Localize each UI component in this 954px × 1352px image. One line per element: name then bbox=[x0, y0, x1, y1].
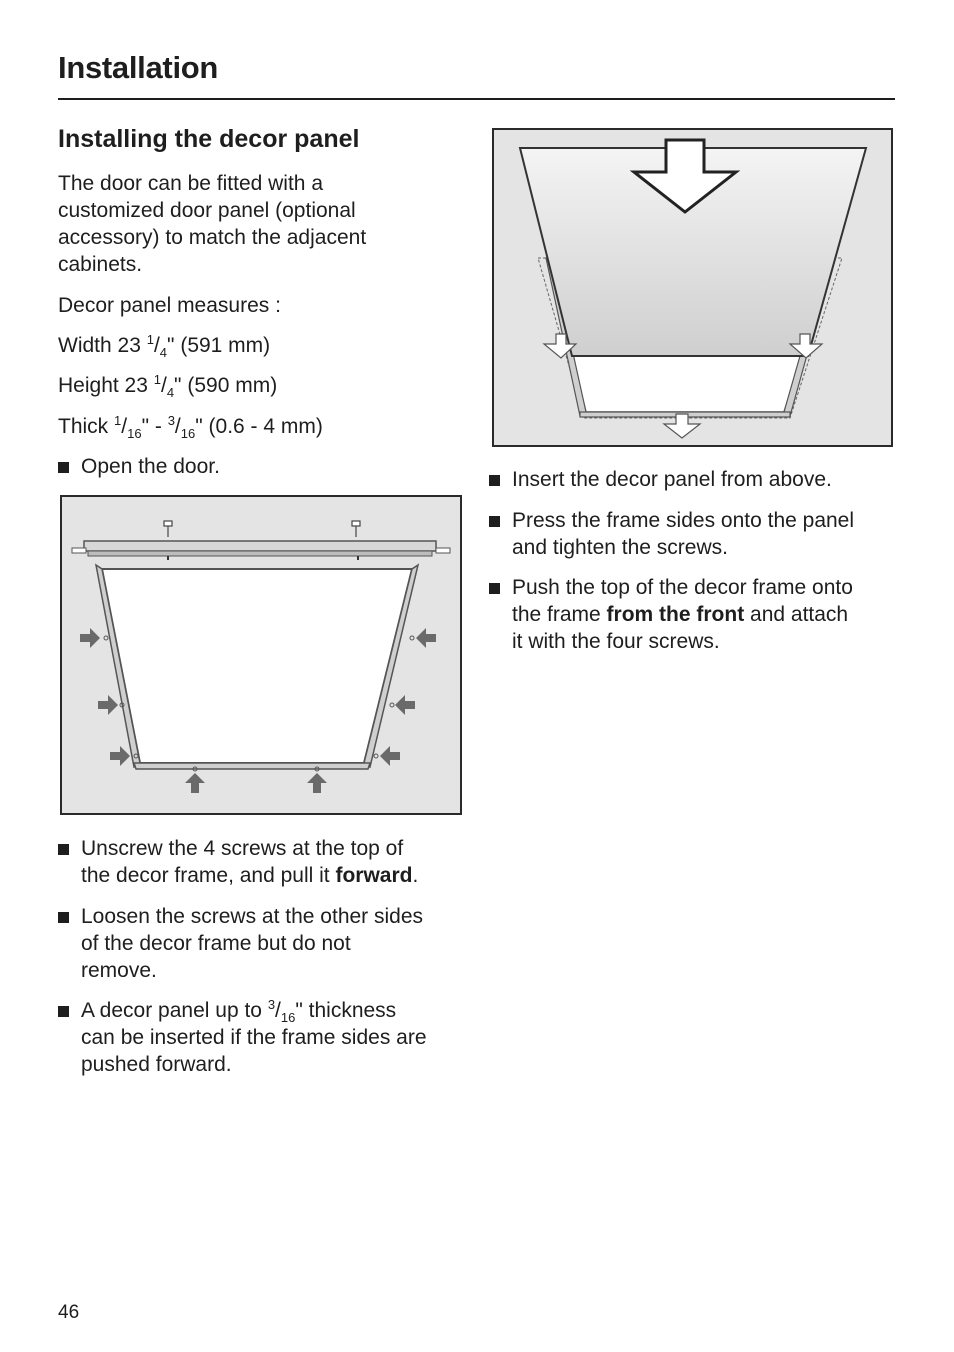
intro-line: customized door panel (optional bbox=[58, 199, 356, 222]
fraction-slash: / bbox=[121, 415, 128, 438]
fraction-numerator: 1 bbox=[146, 332, 154, 347]
fraction-numerator: 1 bbox=[114, 413, 122, 428]
intro-line: cabinets. bbox=[58, 253, 143, 276]
title-divider bbox=[58, 98, 895, 100]
measures-label: Decor panel measures : bbox=[58, 294, 281, 317]
step-line-text: . bbox=[412, 864, 419, 887]
fraction-denominator: 4 bbox=[166, 385, 175, 401]
step-insert bbox=[489, 466, 899, 496]
bullet-square bbox=[489, 516, 500, 527]
bullet-square bbox=[58, 462, 69, 473]
step-line-text: the decor frame, and pull it bbox=[81, 864, 336, 887]
step-line: pushed forward. bbox=[81, 1053, 232, 1076]
page-title: Installation bbox=[58, 50, 219, 85]
step-line-text: " thickness bbox=[295, 999, 397, 1022]
measure-thick bbox=[58, 413, 323, 440]
step-line bbox=[512, 601, 853, 628]
panel-opening bbox=[102, 569, 412, 763]
measure-height bbox=[58, 372, 277, 399]
measure-thick-prefix: Thick bbox=[58, 415, 115, 438]
fraction-denominator: 4 bbox=[159, 345, 168, 361]
step-line: can be inserted if the frame sides are bbox=[81, 1026, 427, 1049]
page-number: 46 bbox=[58, 1302, 80, 1323]
panel-opening bbox=[572, 356, 802, 412]
measure-width-suffix: " (591 mm) bbox=[167, 334, 271, 357]
step-push bbox=[489, 574, 909, 659]
figure-insert-panel bbox=[492, 128, 893, 447]
intro-line: accessory) to match the adjacent bbox=[58, 226, 367, 249]
step-line: of the decor frame but do not bbox=[81, 932, 351, 955]
step-line: and tighten the screws. bbox=[512, 536, 728, 559]
step-line: Unscrew the 4 screws at the top of bbox=[81, 837, 404, 860]
measure-thick-separator: " - bbox=[141, 415, 168, 438]
fraction-denominator: 16 bbox=[127, 426, 142, 442]
fraction-numerator: 3 bbox=[267, 997, 276, 1012]
top-frame-bar bbox=[84, 541, 436, 551]
step-unscrew bbox=[58, 835, 468, 895]
top-screw-right bbox=[352, 521, 360, 537]
figure-frame-screws bbox=[60, 495, 462, 815]
step-text bbox=[81, 903, 423, 984]
top-screw-left bbox=[164, 521, 172, 537]
fraction-denominator: 16 bbox=[280, 1010, 296, 1026]
section-heading: Installing the decor panel bbox=[58, 125, 360, 153]
step-line: Press the frame sides onto the panel bbox=[512, 509, 855, 532]
top-frame-lip bbox=[88, 551, 432, 556]
bottom-frame-rail bbox=[134, 763, 370, 769]
step-line-text: and attach bbox=[744, 603, 849, 626]
fraction-denominator: 16 bbox=[180, 426, 196, 442]
step-line: remove. bbox=[81, 959, 157, 982]
step-text bbox=[81, 835, 418, 889]
insert-panel-drawing bbox=[494, 130, 891, 445]
step-line bbox=[81, 997, 427, 1024]
step-panel-thickness bbox=[58, 997, 468, 1082]
fraction-slash: / bbox=[153, 334, 160, 357]
step-line-emphasis: from the front bbox=[606, 603, 745, 626]
step-line: it with the four screws. bbox=[512, 630, 720, 653]
fraction-numerator: 3 bbox=[167, 413, 175, 428]
fraction-numerator: 1 bbox=[153, 372, 161, 387]
step-line-text: A decor panel up to bbox=[81, 999, 268, 1022]
arrows-bottom bbox=[185, 773, 327, 793]
step-loosen bbox=[58, 903, 468, 988]
step-line: Push the top of the decor frame onto bbox=[512, 576, 853, 599]
fraction-slash: / bbox=[174, 415, 181, 438]
bullet-square bbox=[58, 844, 69, 855]
step-text: Open the door. bbox=[81, 455, 220, 478]
step-text: Insert the decor panel from above. bbox=[512, 468, 832, 491]
step-text bbox=[81, 997, 427, 1078]
step-line bbox=[81, 862, 418, 889]
fraction-slash: / bbox=[160, 374, 167, 397]
fraction-slash: / bbox=[275, 999, 281, 1022]
right-end-cap bbox=[436, 548, 450, 553]
bullet-square bbox=[58, 912, 69, 923]
intro-line: The door can be fitted with a bbox=[58, 172, 323, 195]
frame-screws-drawing bbox=[62, 497, 460, 813]
bullet-square bbox=[58, 1006, 69, 1017]
measure-width-prefix: Width 23 bbox=[58, 334, 147, 357]
step-line: Loosen the screws at the other sides bbox=[81, 905, 424, 928]
left-end-cap bbox=[72, 548, 86, 553]
measure-width bbox=[58, 332, 270, 359]
step-open-door bbox=[58, 453, 458, 483]
intro-paragraph bbox=[58, 170, 366, 278]
measure-height-prefix: Height 23 bbox=[58, 374, 154, 397]
measure-thick-suffix: " (0.6 - 4 mm) bbox=[195, 415, 323, 438]
step-press bbox=[489, 507, 899, 567]
step-line-emphasis: forward bbox=[335, 864, 413, 887]
step-line-text: the frame bbox=[512, 603, 607, 626]
step-text bbox=[512, 574, 853, 655]
bullet-square bbox=[489, 583, 500, 594]
bullet-square bbox=[489, 475, 500, 486]
measure-height-suffix: " (590 mm) bbox=[174, 374, 278, 397]
step-text bbox=[512, 507, 854, 561]
